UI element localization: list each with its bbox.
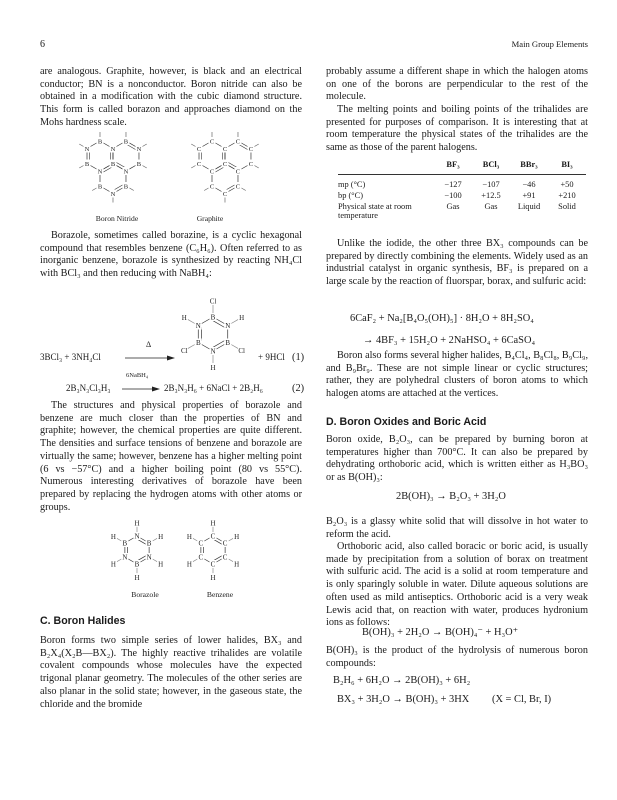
atom-label: C xyxy=(196,161,202,169)
paragraph: Boron forms two simple series of lower halides, BX₃ and B₂X₄(X₂B—BX₂). The highly reactive trihalides are volatile covalent compounds whose molecules have the expected trigonal planar geometry. The molecules of the other series are also planar in the solid state; however, in the gaseous state, the chloride and the bromide xyxy=(40,635,302,710)
atom-label: H xyxy=(239,314,245,323)
section-heading-d: D. Boron Oxides and Boric Acid xyxy=(326,416,487,428)
bond xyxy=(117,538,122,541)
double-bond xyxy=(213,341,224,348)
reaction-arrow-icon xyxy=(122,385,160,393)
atom-label: C xyxy=(196,146,202,154)
atom-label: C xyxy=(222,539,228,548)
trihalides-table xyxy=(338,160,586,221)
atom-label: B xyxy=(225,339,231,348)
column-header: BF₃ xyxy=(434,160,472,175)
atom-label: B xyxy=(146,539,152,548)
reaction2-products: 2B₃N₃H₆ + 6NaCl + 2B₂H₆ xyxy=(164,383,263,393)
double-bond xyxy=(213,321,224,328)
atom-label: Cl xyxy=(238,347,246,356)
atom-label: C xyxy=(235,183,241,191)
atom-label: B xyxy=(134,560,140,569)
atom-label: H xyxy=(234,532,240,541)
equation-halide-hydrolysis: BX₃ + 3H₂O → B(OH)₃ + 3HX xyxy=(337,694,470,705)
bn-graphite-structures xyxy=(60,128,290,216)
atom-label: C xyxy=(222,146,228,154)
paragraph: The structures and physical properties of borazole and benzene are much closer than the properties of BN and graphite; however, the chemical properties are quite different. The densities and surface tensions of benzene and borazole are virtually the same; however, benzene has a higher melting point (6 vs −57°C) and a higher boiling point (80 vs 55°C). Numerous interesting derivatives of borazole have been prepared by replacing the hydrogen atoms with other atoms or groups. xyxy=(40,400,302,513)
atom-label: B xyxy=(123,183,129,191)
equation-fluorspar-products: → 4BF₃ + 15H₂O + 2NaHSO₄ + 6CaSO₄ xyxy=(363,335,536,346)
table-row: mp (°C) −127 −107 −46 +50 xyxy=(338,180,574,189)
atom-label: H xyxy=(134,573,140,582)
borazole-benzene-structures xyxy=(100,512,250,592)
table-row: bp (°C) −100 +12.5 +91 +210 xyxy=(338,191,576,200)
bond xyxy=(153,559,158,562)
caption-boron-nitride: Boron Nitride xyxy=(95,214,139,223)
atom-label: H xyxy=(110,560,116,569)
atom-label: C xyxy=(209,168,215,176)
atom-label: Cl xyxy=(209,297,217,306)
atom-label: C xyxy=(235,168,241,176)
atom-label: B xyxy=(110,161,116,169)
atom-label: N xyxy=(110,191,116,199)
atom-label: N xyxy=(225,322,231,331)
atom-label: H xyxy=(210,573,216,582)
reaction2-reactant: 2B₃N₃Cl₃H₃ xyxy=(66,383,111,393)
atom-label: C xyxy=(209,183,215,191)
bond xyxy=(229,559,234,562)
atom-label: B xyxy=(84,161,90,169)
atom-label: B xyxy=(97,183,103,191)
atom-label: N xyxy=(123,168,129,176)
reaction2-condition: 6NaBH₄ xyxy=(126,372,149,379)
bond xyxy=(193,559,198,562)
equation-number: (1) xyxy=(292,352,305,363)
atom-label: C xyxy=(248,146,254,154)
atom-label: B xyxy=(97,138,103,146)
atom-label: N xyxy=(136,146,142,154)
bond xyxy=(231,345,238,349)
column-header: BI₃ xyxy=(548,160,586,175)
caption-borazole: Borazole xyxy=(131,590,159,599)
atom-label: C xyxy=(198,539,204,548)
atom-label: C xyxy=(222,191,228,199)
atom-label: H xyxy=(181,314,187,323)
caption-benzene: Benzene xyxy=(206,590,234,599)
equation-hydronium: B(OH)₃ + 2H₂O → B(OH)₄⁻ + H₃O⁺ xyxy=(362,627,519,638)
atom-label: C xyxy=(235,138,241,146)
atom-label: N xyxy=(97,168,103,176)
bond xyxy=(231,319,238,323)
atom-label: N xyxy=(210,347,216,356)
atom-label: H xyxy=(158,560,164,569)
paragraph: Boron oxide, B₂O₃, can be prepared by burning boron at temperatures higher than 700°C. It can also be prepared by dehydrating orthoboric acid, which is written either as H₃BO₃ or as B(OH)₃: xyxy=(326,434,588,484)
atom-label: H xyxy=(186,560,192,569)
page-number: 6 xyxy=(40,39,45,50)
atom-label: H xyxy=(210,519,216,528)
bond xyxy=(153,538,158,541)
table-row: Physical state at room temperature Gas Gas Liquid Solid xyxy=(338,202,576,220)
column-header: BCl₃ xyxy=(472,160,510,175)
paragraph: B₂O₃ is a glassy white solid that will dissolve in hot water to reform the acid. xyxy=(326,516,588,540)
bond xyxy=(188,345,195,349)
trichloroborazine-structure xyxy=(168,292,258,372)
atom-label: B xyxy=(210,313,216,322)
atom-label: C xyxy=(222,161,228,169)
atom-label: N xyxy=(134,532,140,541)
reaction1-reactants: 3BCl₃ + 3NH₄Cl xyxy=(40,352,101,362)
atom-label: C xyxy=(222,553,228,562)
equation-number: (2) xyxy=(292,383,305,394)
paragraph: Orthoboric acid, also called boracic or boric acid, is usually made by precipitation from a solution of borax on treatment with sulfuric acid. The acid is a solid at room temperature and is only sparingly soluble in water. Dilute aqueous solutions are often used as mild antiseptics. Orthoboric acid is a very weak Lewis acid that, on reaction with water, produces hydronium ions as follows: xyxy=(326,541,588,629)
paragraph: Unlike the iodide, the other three BX₃ compounds can be prepared by directly combining the elements. Widely used as an industrial catalyst in organic synthesis, BF₃ is prepared on a large scale by the reaction of fluorspar, borax, and sulfuric acid: xyxy=(326,238,588,288)
reaction1-byproduct: + 9HCl xyxy=(258,352,285,362)
atom-label: B xyxy=(123,138,129,146)
atom-label: N xyxy=(84,146,90,154)
atom-label: N xyxy=(195,322,201,331)
bond xyxy=(117,559,122,562)
atom-label: H xyxy=(234,560,240,569)
atom-label: B xyxy=(136,161,142,169)
paragraph: Borazole, sometimes called borazine, is a cyclic hexagonal compound that resembles benzene (C₆H₆). Often referred to as inorganic benzene, borazole is synthesized by reacting NH₄Cl with BCl₃ and then reducing with NaBH₄: xyxy=(40,230,302,280)
atom-label: Cl xyxy=(180,347,188,356)
paragraph: Boron also forms several higher halides, B₄Cl₄, B₈Cl₈, B₉Cl₉, and B₉Br₉. These are not simple linear or cyclic structures; rather, they are polyhedral clusters of boron atoms to which halogen atoms are attached at the vertices. xyxy=(326,350,588,400)
atom-label: N xyxy=(146,553,152,562)
bond xyxy=(229,538,234,541)
reaction1-condition: Δ xyxy=(146,340,152,349)
atom-label: H xyxy=(110,532,116,541)
paragraph: B(OH)₃ is the product of the hydrolysis of numerous boron compounds: xyxy=(326,645,588,669)
running-title: Main Group Elements xyxy=(511,39,588,49)
equation-dehydration: 2B(OH)₃ → B₂O₃ + 3H₂O xyxy=(396,491,506,502)
atom-label: B xyxy=(195,339,201,348)
section-heading-c: C. Boron Halides xyxy=(40,615,126,627)
atom-label: H xyxy=(134,519,140,528)
atom-label: H xyxy=(186,532,192,541)
caption-graphite: Graphite xyxy=(196,214,224,223)
atom-label: H xyxy=(210,363,216,372)
atom-label: N xyxy=(110,146,116,154)
bond xyxy=(193,538,198,541)
table-header-row xyxy=(338,160,586,175)
atom-label: C xyxy=(198,553,204,562)
bond xyxy=(188,319,195,323)
atom-label: B xyxy=(122,539,128,548)
atom-label: C xyxy=(209,138,215,146)
atom-label: H xyxy=(158,532,164,541)
paragraph: are analogous. Graphite, however, is black and an electrical conductor; BN is a nonconductor. Boron nitride can also be obtained in a modification with the cubic diamond structure. This form is called borazon and approaches diamond on the Mohs hardness scale. xyxy=(40,66,302,128)
equation-fluorspar: 6CaF₂ + Na₂[B₄O₅(OH)₅] · 8H₂O + 8H₂SO₄ xyxy=(350,313,534,324)
equation-diborane-hydrolysis: B₂H₆ + 6H₂O → 2B(OH)₃ + 6H₂ xyxy=(333,675,471,686)
equation-note: (X = Cl, Br, I) xyxy=(492,694,552,705)
column-header: BBr₃ xyxy=(510,160,548,175)
paragraph: probably assume a different shape in which the halogen atoms on one of the borons are perpendicular to the rest of the molecule. xyxy=(326,66,588,103)
atom-label: C xyxy=(210,532,216,541)
paragraph: The melting points and boiling points of the trihalides are presented for purposes of comparison. It is interesting that at room temperature the physical states of the trihalides are the same as those of the parent halogens. xyxy=(326,104,588,154)
atom-label: C xyxy=(210,560,216,569)
atom-label: N xyxy=(122,553,128,562)
atom-label: C xyxy=(248,161,254,169)
